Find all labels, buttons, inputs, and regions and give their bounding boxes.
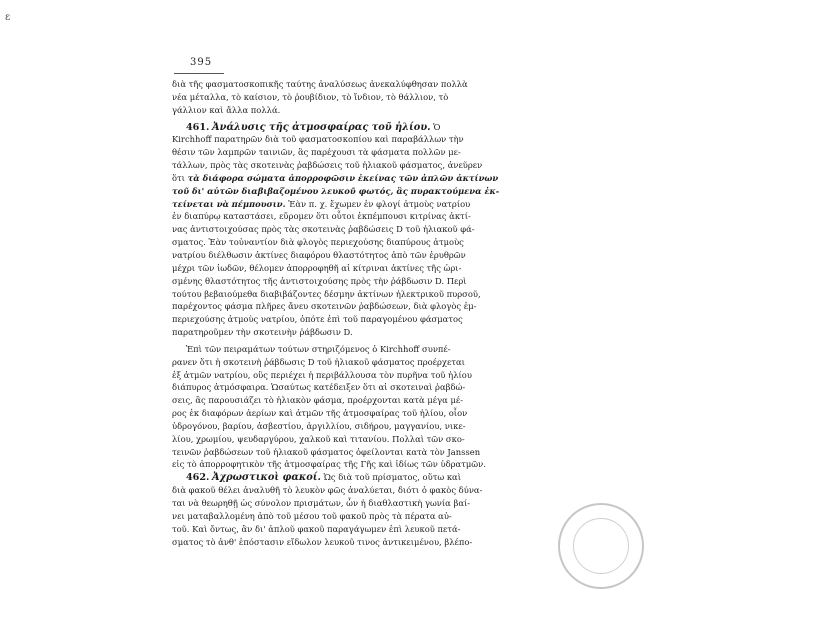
- text-line: ὑδρογόνου, βαρίου, ἀσβεστίου, ἀργιλλίου, σιδήρου, μαγγανίου, νικε-: [172, 420, 466, 431]
- text-line: ἐν διαπύρῳ καταστάσει, εὕρομεν ὅτι οὗτοι ἐκπέμπουσι κιτρίνας ἀκτί-: [172, 211, 471, 222]
- text-line: νέα μέταλλα, τὸ καίσιον, τὸ ῥουβίδιον, τὸ ἴνδιον, τὸ θάλλιον, τὸ: [172, 91, 449, 102]
- text-line: παρέχοντος φάσμα πλῆρες ἄνευ σκοτεινῶν ῥαβδώσεων, διὰ φλογὸς ἐμ-: [172, 301, 477, 312]
- text-line: τοῦ. Καὶ ὄντως, ἂν δι' ἁπλοῦ φακοῦ παραγάγωμεν ἐπὶ λευκοῦ πετά-: [172, 523, 461, 534]
- section-title: Ἀχρωστικοὶ φακοί.: [212, 472, 321, 484]
- text-line: σματος τὸ ἀνθ' ἑπόστασιν εἴδωλον λευκοῦ τινος ἀντικειμένου, βλέπο-: [172, 536, 473, 547]
- section-heading-462: [172, 471, 562, 484]
- header-rule: [174, 73, 224, 74]
- text-line: περιεχούσης ἀτμοὺς νατρίου, ὁπότε ἐπὶ τοῦ παραγομένου φάσματος: [172, 314, 463, 325]
- text-line: Kirchhoff παρατηρῶν διὰ τοῦ φασματοσκοπίου καὶ παραβάλλων τὴν: [172, 134, 464, 145]
- emphasis-text: τείνεται νὰ: [172, 198, 229, 209]
- section-number: 462.: [186, 472, 210, 484]
- emphasis-text: πέμπουσιν.: [231, 198, 286, 209]
- emphasis-line: [172, 198, 562, 211]
- library-stamp-inner: [573, 518, 629, 574]
- page-number: 395: [190, 57, 213, 68]
- text-line: ρανεν ὅτι ἡ σκοτεινὴ ῥάβδωσις D τοῦ ἡλιακοῦ φάσματος προέρχεται: [172, 356, 465, 367]
- text-line: διάπυρος ἀτμόσφαιρα. Ὡσαύτως κατέδειξεν ὅτι αἱ σκοτειναὶ ῥαβδώ-: [172, 382, 466, 393]
- text-line: τούτου βεβαιούμεθα διαβιβάζοντες δέσμην ἀκτίνων ἠλεκτρικοῦ πυρσοῦ,: [172, 288, 481, 299]
- text-line: γάλλιον καὶ ἄλλα πολλά.: [172, 104, 281, 115]
- text-line: ται νὰ θεωρηθῇ ὡς σύνολον πρισμάτων, ὧν ἡ διαθλαστικὴ γωνία βαί-: [172, 498, 471, 508]
- section-heading-461: [172, 121, 562, 134]
- text-line: Ἐπὶ τῶν πειραμάτων τούτων στηριζόμενος ὁ Kirchhoff συνπέ-: [186, 343, 451, 354]
- text-line: παρατηροῦμεν τὴν σκοτεινὴν ῥάβδωσιν D.: [172, 327, 353, 338]
- text-line: σμένης θλαστότητος τῆς ἀντιστοιχούσης πρὸς τὴν ῥάβδωσιν D. Περὶ: [172, 275, 467, 286]
- text-line: εἰς τὸ ἀπορροφητικὸν τῆς ἀτμοσφαίρας τῆς Γῆς καὶ ἰδίως τῶν ὑδρατμῶν.: [172, 459, 486, 470]
- section-title: Ἀνάλυσις τῆς ἀτμοσφαίρας τοῦ ἡλίου.: [212, 121, 431, 133]
- text-line: τάλλων, πρὸς τὰς σκοτεινὰς ῥαβδώσεις τοῦ ἡλιακοῦ φάσματος, ἀνεῦρεν: [172, 160, 483, 171]
- text-line: διὰ τῆς φασματοσκοπικῆς ταύτης ἀναλύσεως ἀνεκαλύφθησαν πολλὰ: [172, 79, 468, 89]
- emphasis-lead: ὅτι: [172, 172, 185, 183]
- text-line: νει ματαβαλλομένη ἀπὸ τοῦ μέσου τοῦ φακοῦ πρὸς τὰ πέρατα αὐ-: [172, 510, 452, 521]
- text-line: σματος. Ἐὰν τοὐναντίον διὰ φλογὸς περιεχούσης διαπύρους ἀτμοὺς: [172, 237, 464, 248]
- text-line: σεις, ἃς παρουσιάζει τὸ ἡλιακὸν φάσμα, προέρχονται κατὰ μέγα μέ-: [172, 395, 464, 406]
- section-number: 461.: [186, 121, 210, 133]
- text-fragment: Ὡς διὰ τοῦ πρίσματος, οὕτω καὶ: [323, 472, 461, 483]
- emphasis-line: [172, 172, 562, 185]
- text-line: νας ἀντιστοιχούσας πρὸς τὰς σκοτεινὰς ῥαβδώσεις D τοῦ ἡλιακοῦ φά-: [172, 224, 475, 235]
- section-lead-word: Ὁ: [433, 121, 441, 132]
- emphasis-line: τοῦ δι' αὐτῶν διαβιβαζομένου λευκοῦ φωτός, ἃς πυρακτούμενα ἐκ-: [172, 185, 500, 196]
- text-line: ἐξ ἀτμῶν νατρίου, οὓς περιέχει ἡ περιβάλλουσα τὸν πυρῆνα τοῦ ἡλίου: [172, 369, 472, 380]
- text-fragment: Ἐὰν π. χ. ἔχωμεν ἐν φλογί ἀτμοὺς νατρίου: [288, 198, 471, 209]
- emphasis-text: τὰ διάφορα σώματα ἀπορροφῶσιν ἐκείνας τῶν ἁπλῶν ἀκτίνων: [187, 172, 499, 183]
- text-line: ρος ἐκ διαφόρων ἀερίων καὶ ἀτμῶν τῆς ἀτμοσφαίρας τοῦ ἡλίου, οἷον: [172, 408, 468, 419]
- text-line: νατρίου διέλθωσιν ἀκτίνες διαφόρου θλαστότητος ἀπὸ τῶν ἐρυθρῶν: [172, 249, 466, 260]
- text-line: τεινῶν ῥαβδώσεων τοῦ ἡλιακοῦ φάσματος ὀφείλονται κατὰ τὸν Janssen: [172, 446, 481, 457]
- text-line: θέσιν τῶν λαμπρῶν ταινιῶν, ἃς παρέχουσι τὰ φάσματα πολλῶν με-: [172, 147, 461, 158]
- library-stamp: [558, 503, 644, 589]
- text-line: διὰ φακοῦ θέλει ἀναλυθῆ τὸ λευκὸν φῶς ἀναλύεται, διότι ὁ φακὸς δύνα-: [172, 485, 483, 496]
- margin-mark: ε: [5, 12, 11, 23]
- page-text: [172, 78, 562, 548]
- text-line: λίου, χρωμίου, ψευδαργύρου, χαλκοῦ καὶ τιτανίου. Πολλαὶ τῶν σκο-: [172, 433, 465, 444]
- text-line: μέχρι τῶν ἰωδῶν, θέλομεν ἀπορροφηθῆ αἱ κίτριναι ἀκτίνες τῆς ὡρι-: [172, 262, 462, 273]
